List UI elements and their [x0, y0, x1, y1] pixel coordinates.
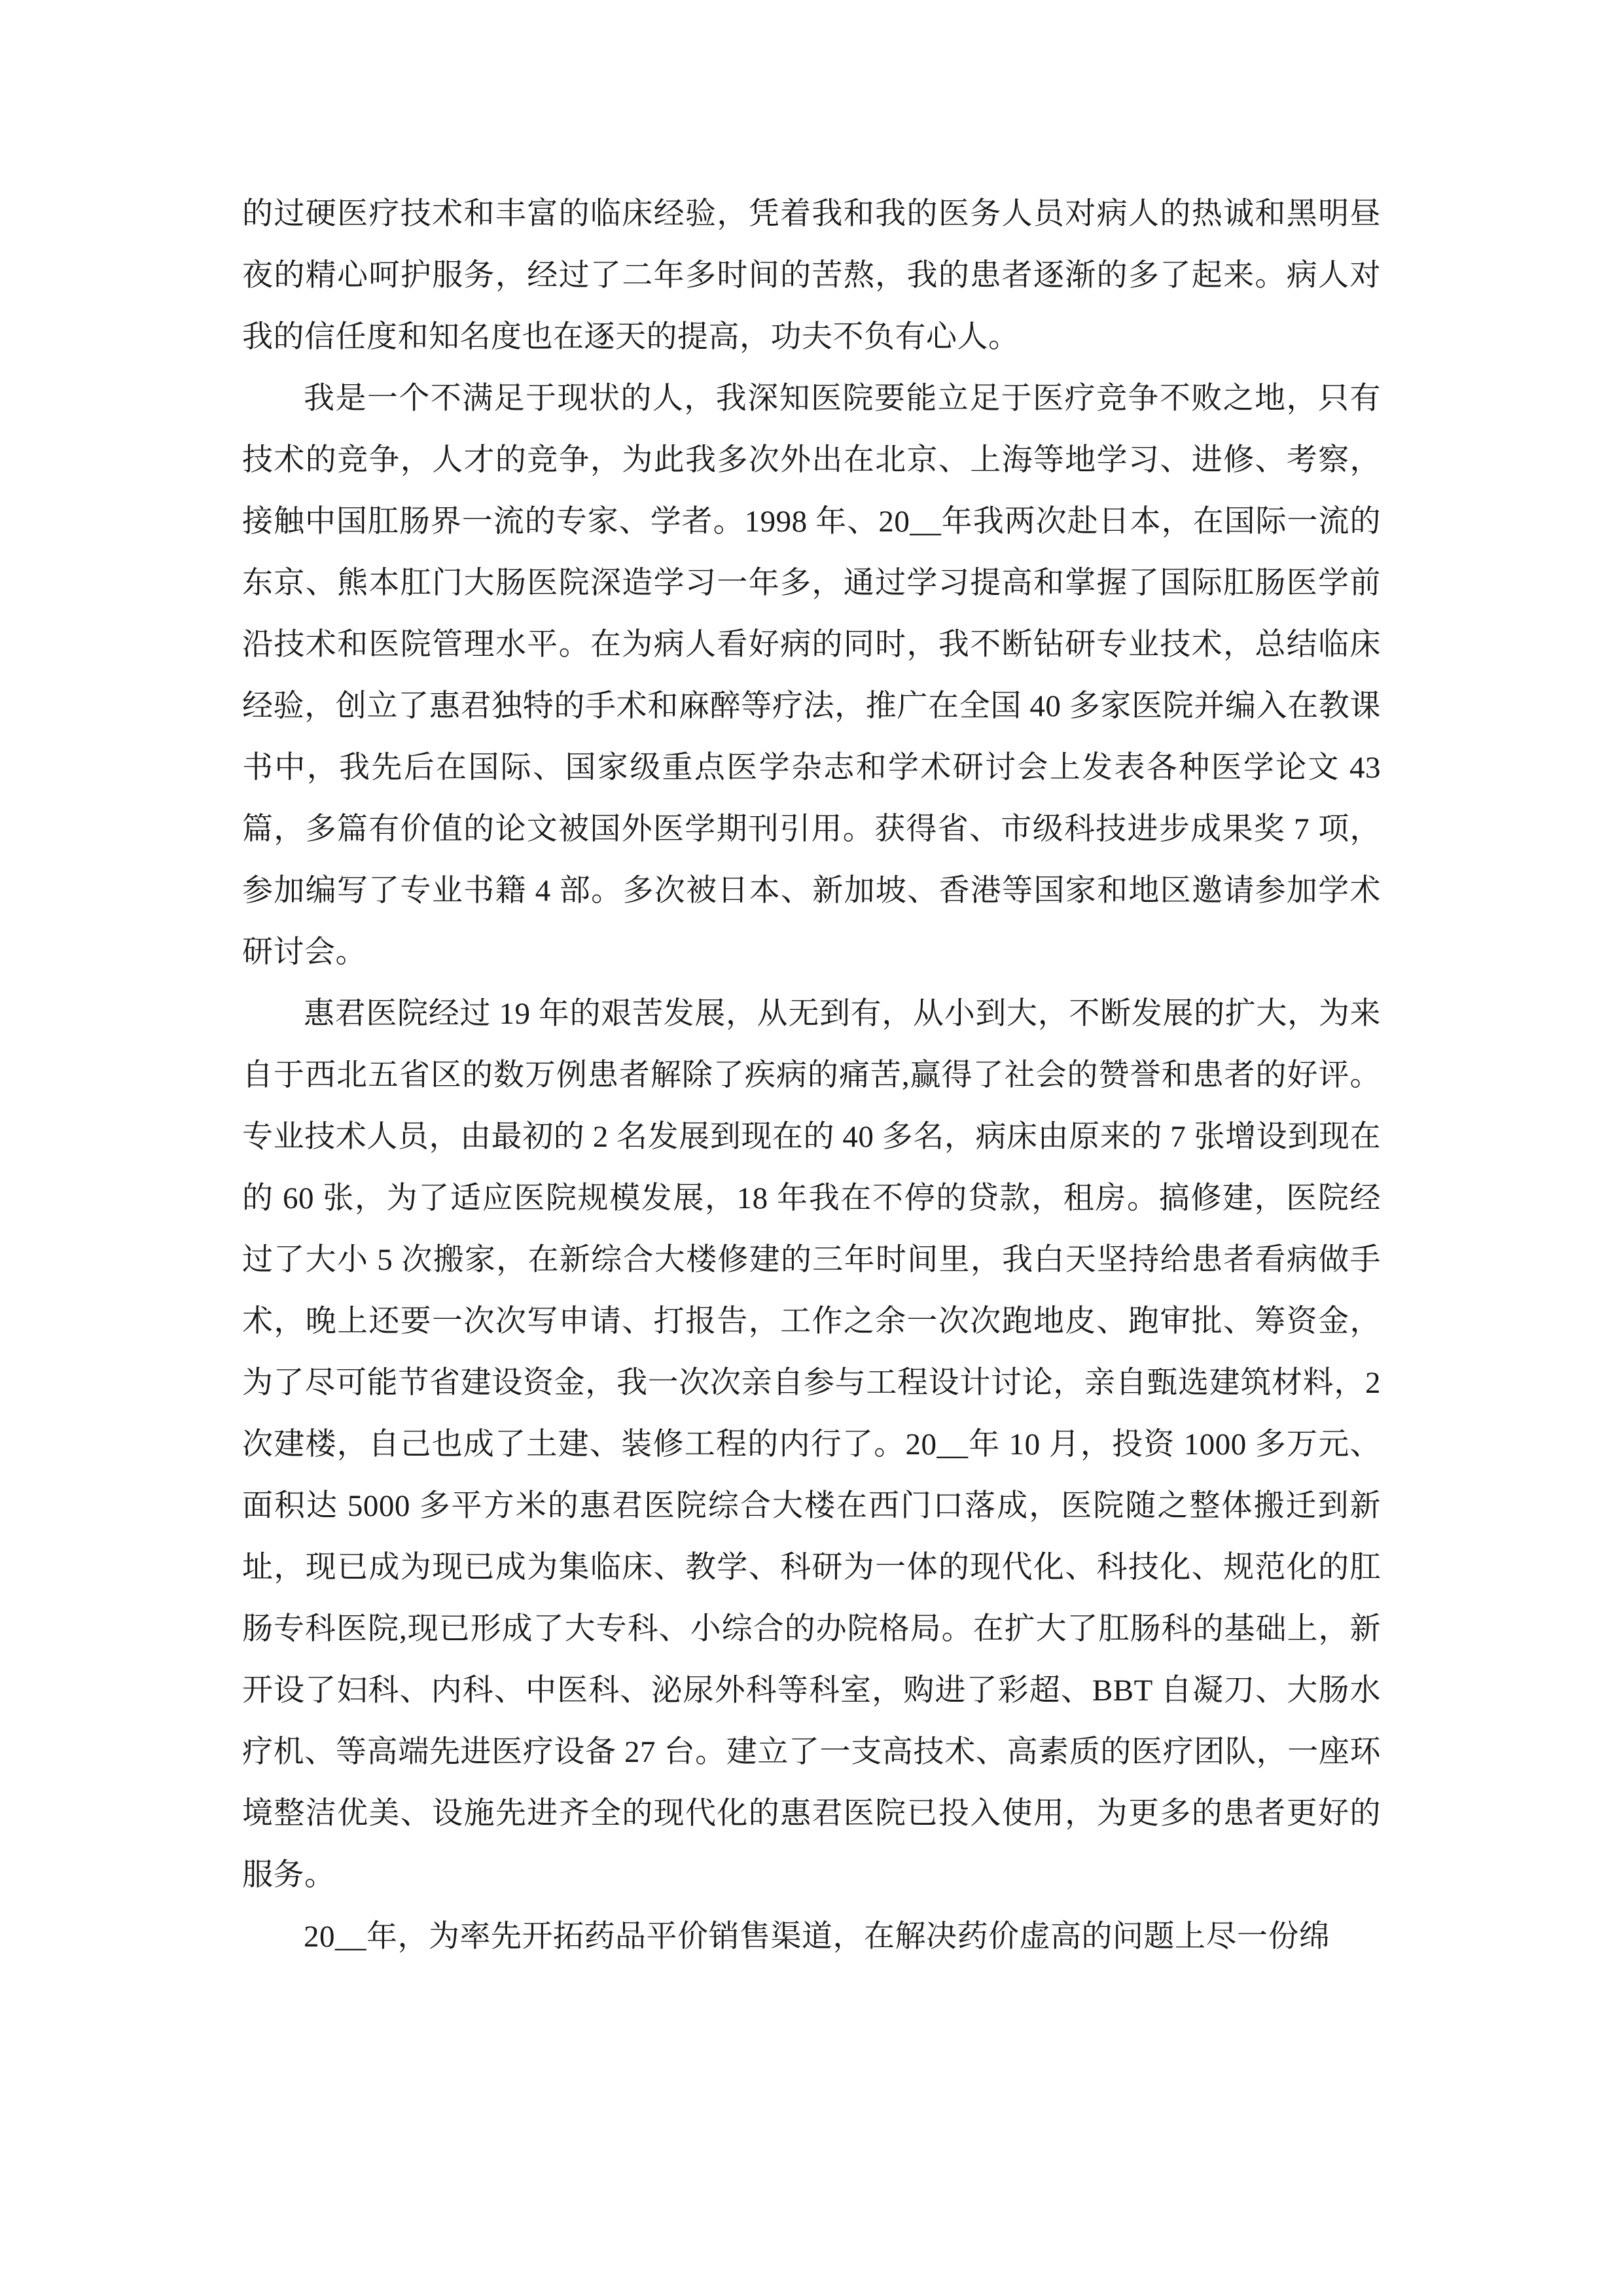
paragraph: 我是一个不满足于现状的人，我深知医院要能立足于医疗竞争不败之地，只有技术的竞争，人才的竞争，为此我多次外出在北京、上海等地学习、进修、考察，接触中国肛肠界一流的专家、学者。1998 年、20__年我两次赴日本，在国际一流的东京、熊本肛门大肠医院深造学习一年多，通过学习提高和掌握了国际肛肠医学前沿技术和医院管理水平。在为病人看好病的同时，我不断钻研专业技术，总结临床经验，创立了惠君独特的手术和麻醉等疗法，推广在全国 40 多家医院并编入在教课书中，我先后在国际、国家级重点医学杂志和学术研讨会上发表各种医学论文 43 篇，多篇有价值的论文被国外医学期刊引用。获得省、市级科技进步成果奖 7 项，参加编写了专业书籍 4 部。多次被日本、新加坡、香港等国家和地区邀请参加学术研讨会。: [242, 382, 1381, 969]
paragraph: 的过硬医疗技术和丰富的临床经验，凭着我和我的医务人员对病人的热诚和黑明昼夜的精心呵护服务，经过了二年多时间的苦熬，我的患者逐渐的多了起来。病人对我的信任度和知名度也在逐天的提高，功夫不负有心人。: [242, 197, 1381, 354]
paragraph: 惠君医院经过 19 年的艰苦发展，从无到有，从小到大，不断发展的扩大，为来自于西北五省区的数万例患者解除了疾病的痛苦,赢得了社会的赞誉和患者的好评。专业技术人员，由最初的 2 名发展到现在的 40 多名，病床由原来的 7 张增设到现在的 60 张，为了适应医院规模发展，18 年我在不停的贷款，租房。搞修建，医院经过了大小 5 次搬家，在新综合大楼修建的三年时间里，我白天坚持给患者看病做手术，晚上还要一次次写申请、打报告，工作之余一次次跑地皮、跑审批、筹资金，为了尽可能节省建设资金，我一次次亲自参与工程设计讨论，亲自甄选建筑材料，2 次建楼，自己也成了土建、装修工程的内行了。20__年 10 月，投资 1000 多万元、面积达 5000 多平方米的惠君医院综合大楼在西门口落成，医院随之整体搬迁到新址，现已成为现已成为集临床、教学、科研为一体的现代化、科技化、规范化的肛肠专科医院,现已形成了大专科、小综合的办院格局。在扩大了肛肠科的基础上，新开设了妇科、内科、中医科、泌尿外科等科室，购进了彩超、BBT 自凝刀、大肠水疗机、等高端先进医疗设备 27 台。建立了一支高技术、高素质的医疗团队，一座环境整洁优美、设施先进齐全的现代化的惠君医院已投入使用，为更多的患者更好的服务。: [242, 997, 1381, 1892]
paragraph: 20__年，为率先开拓药品平价销售渠道，在解决药价虚高的问题上尽一份绵: [304, 1920, 1330, 1954]
document-body: [242, 183, 1381, 1967]
